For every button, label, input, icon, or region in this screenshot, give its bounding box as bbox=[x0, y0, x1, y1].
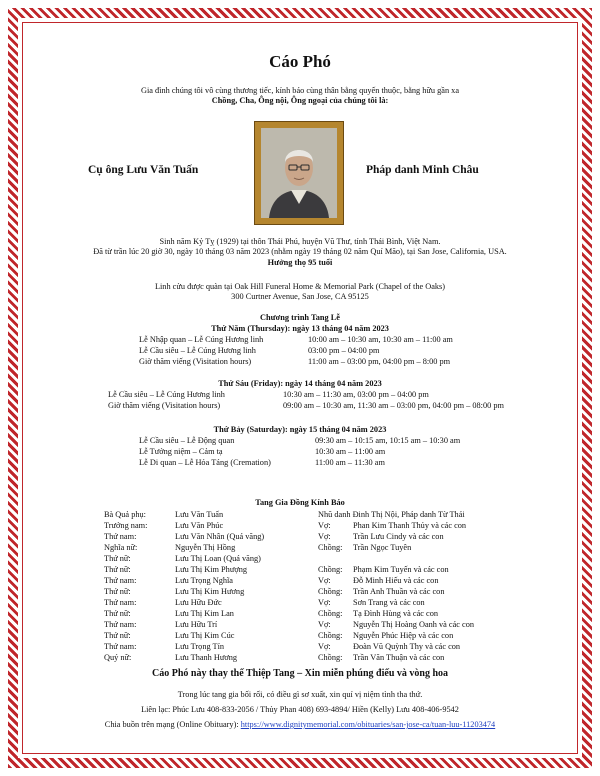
dharma-name: Pháp danh Minh Châu bbox=[366, 164, 479, 176]
spouse-label: Vợ: bbox=[318, 576, 331, 585]
family-spouse: Trần Ngọc Tuyên bbox=[353, 543, 412, 552]
family-relation: Trưởng nam: bbox=[104, 521, 148, 530]
apology-note: Trong lúc tang gia bối rối, có điều gì sơ xuất, xin quí vị niệm tình tha thứ. bbox=[177, 690, 423, 699]
family-member: Lưu Văn Nhân (Quá vãng) bbox=[175, 532, 265, 541]
family-member: Lưu Thị Kim Lan bbox=[175, 609, 234, 618]
viewing-location bbox=[30, 282, 570, 303]
family-relation: Nghĩa nữ: bbox=[104, 543, 138, 552]
closing-statement: Cáo Phó này thay thế Thiệp Tang – Xin miễn phúng điếu và vòng hoa bbox=[151, 668, 448, 679]
family-spouse: Nguyễn Thị Hoàng Oanh và các con bbox=[353, 620, 475, 629]
event-name: Lễ Cầu siêu – Lễ Cúng Hương linh bbox=[108, 390, 225, 399]
obituary-content bbox=[30, 30, 570, 746]
family-relation: Thứ nữ: bbox=[104, 631, 131, 640]
family-member: Lưu Hữu Trí bbox=[175, 620, 218, 629]
family-spouse: Nhũ danh Đinh Thị Nội, Pháp danh Từ Thái bbox=[318, 510, 465, 519]
page-title: Cáo Phó bbox=[269, 52, 331, 71]
family-relation: Thứ nữ: bbox=[104, 587, 131, 596]
family-relation: Thứ nam: bbox=[104, 532, 137, 541]
spouse-label: Chồng: bbox=[318, 609, 343, 618]
event-name: Giờ thăm viếng (Visitation hours) bbox=[139, 357, 252, 366]
family-member: Lưu Trọng Tín bbox=[175, 642, 225, 651]
family-spouse: Phạm Kim Tuyến và các con bbox=[353, 565, 449, 574]
family-member: Lưu Hữu Đức bbox=[175, 598, 222, 607]
spouse-label: Chồng: bbox=[318, 653, 343, 662]
funeral-address: 300 Curtner Avenue, San Jose, CA 95125 bbox=[231, 292, 369, 302]
intro-line-2: Chồng, Cha, Ông nội, Ông ngoại của chúng tôi là: bbox=[211, 96, 389, 105]
spouse-label: Chồng: bbox=[318, 631, 343, 640]
family-member: Lưu Thị Kim Phượng bbox=[175, 565, 248, 574]
family-title: Tang Gia Đồng Kính Báo bbox=[255, 498, 345, 507]
event-time: 09:30 am – 10:15 am, 10:15 am – 10:30 am bbox=[315, 436, 461, 445]
family-member: Lưu Thị Kim Hương bbox=[175, 587, 245, 596]
portrait-photo bbox=[255, 122, 343, 224]
intro-line-1: Gia đình chúng tôi vô cùng thương tiếc, kính báo cùng thân bằng quyến thuộc, bằng hữu gần xa bbox=[141, 86, 459, 95]
event-time: 10:00 am – 10:30 am, 10:30 am – 11:00 am bbox=[308, 335, 453, 344]
obituary-link[interactable]: https://www.dignitymemorial.com/obituaries/san-jose-ca/tuan-luu-11203474 bbox=[240, 720, 496, 729]
family-spouse: Trần Anh Thuần và các con bbox=[353, 587, 445, 596]
spouse-label: Vợ: bbox=[318, 532, 331, 541]
family-spouse: Trần Văn Thuận và các con bbox=[353, 653, 445, 662]
event-name: Giờ thăm viếng (Visitation hours) bbox=[108, 401, 221, 410]
family-spouse: Đoàn Vũ Quỳnh Thy và các con bbox=[353, 642, 461, 651]
spouse-label: Chồng: bbox=[318, 565, 343, 574]
family-spouse: Trần Lưu Cindy và các con bbox=[353, 532, 444, 541]
deceased-name: Cụ ông Lưu Văn Tuấn bbox=[88, 164, 199, 176]
event-time: 10:30 am – 11:00 am bbox=[315, 447, 386, 456]
event-name: Lễ Di quan – Lễ Hỏa Táng (Cremation) bbox=[139, 458, 271, 467]
family-relation: Quý nữ: bbox=[104, 653, 132, 662]
portrait-icon bbox=[261, 128, 337, 218]
event-time: 11:00 am – 11:30 am bbox=[315, 458, 385, 467]
online-obituary bbox=[30, 720, 570, 730]
family-spouse: Phan Kim Thanh Thủy và các con bbox=[353, 521, 467, 530]
day-heading: Thứ Sáu (Friday): ngày 14 tháng 04 năm 2023 bbox=[218, 379, 382, 388]
birth-info: Sinh năm Kỷ Tỵ (1929) tại thôn Thái Phú, huyện Vũ Thư, tỉnh Thái Bình, Việt Nam. bbox=[159, 237, 441, 246]
spouse-label: Chồng: bbox=[318, 543, 343, 552]
event-time: 11:00 am – 03:00 pm, 04:00 pm – 8:00 pm bbox=[308, 357, 451, 366]
family-relation: Thứ nam: bbox=[104, 642, 137, 651]
online-obituary-label: Chia buồn trên mạng (Online Obituary): bbox=[104, 720, 241, 729]
family-relation: Thứ nữ: bbox=[104, 609, 131, 618]
family-relation: Thứ nữ: bbox=[104, 554, 131, 563]
event-time: 03:00 pm – 04:00 pm bbox=[308, 346, 380, 355]
family-relation: Thứ nữ: bbox=[104, 565, 131, 574]
spouse-label: Vợ: bbox=[318, 598, 331, 607]
event-name: Lễ Cầu siêu – Lễ Cúng Hương linh bbox=[139, 346, 256, 355]
event-name: Lễ Tưởng niệm – Cảm tạ bbox=[139, 447, 223, 456]
family-member: Lưu Thanh Hương bbox=[175, 653, 238, 662]
death-info: Đã từ trần lúc 20 giờ 30, ngày 10 tháng 03 năm 2023 (nhằm ngày 19 tháng 02 năm Quí Mão), tại San Jose, California, USA. bbox=[93, 247, 507, 257]
family-spouse: Tạ Đình Hùng và các con bbox=[353, 609, 439, 618]
day-heading: Thứ Năm (Thursday): ngày 13 tháng 04 năm 2023 bbox=[211, 324, 389, 333]
day-heading: Thứ Bảy (Saturday): ngày 15 tháng 04 năm 2023 bbox=[213, 425, 387, 434]
family-member: Lưu Trọng Nghĩa bbox=[175, 576, 233, 585]
spouse-label: Vợ: bbox=[318, 521, 331, 530]
spouse-label: Vợ: bbox=[318, 620, 331, 629]
biography bbox=[30, 237, 570, 268]
family-relation: Thứ nam: bbox=[104, 598, 137, 607]
family-member: Lưu Văn Phúc bbox=[175, 521, 224, 530]
event-time: 10:30 am – 11:30 am, 03:00 pm – 04:00 pm bbox=[283, 390, 429, 399]
schedule-title: Chương trình Tang Lễ bbox=[260, 313, 340, 322]
family-relation: Bà Quả phụ: bbox=[104, 510, 146, 519]
funeral-home: Linh cửu được quàn tại Oak Hill Funeral Home & Memorial Park (Chapel of the Oaks) bbox=[154, 282, 446, 291]
family-spouse: Sơn Trang và các con bbox=[353, 598, 425, 607]
family-member: Lưu Thị Loan (Quá vãng) bbox=[175, 554, 261, 563]
age-info: Hưởng thọ 95 tuổi bbox=[267, 257, 333, 267]
family-relation: Thứ nam: bbox=[104, 620, 137, 629]
spouse-label: Vợ: bbox=[318, 642, 331, 651]
family-member: Lưu Thị Kim Cúc bbox=[175, 631, 235, 640]
event-time: 09:00 am – 10:30 am, 11:30 am – 03:00 pm, 04:00 pm – 08:00 pm bbox=[283, 401, 504, 410]
spouse-label: Chồng: bbox=[318, 587, 343, 596]
contact-info: Liên lạc: Phúc Lưu 408-833-2056 / Thủy Phan 408) 693-4894/ Hiền (Kelly) Lưu 408-406-9542 bbox=[141, 705, 459, 714]
event-name: Lễ Cầu siêu – Lễ Động quan bbox=[139, 436, 235, 445]
event-name: Lễ Nhập quan – Lễ Cúng Hương linh bbox=[139, 335, 264, 344]
family-spouse: Nguyễn Phúc Hiệp và các con bbox=[353, 631, 454, 640]
family-spouse: Đỗ Minh Hiếu và các con bbox=[353, 576, 439, 585]
family-member: Nguyễn Thị Hồng bbox=[175, 543, 236, 552]
family-relation: Thứ nam: bbox=[104, 576, 137, 585]
family-member: Lưu Văn Tuấn bbox=[175, 510, 224, 519]
